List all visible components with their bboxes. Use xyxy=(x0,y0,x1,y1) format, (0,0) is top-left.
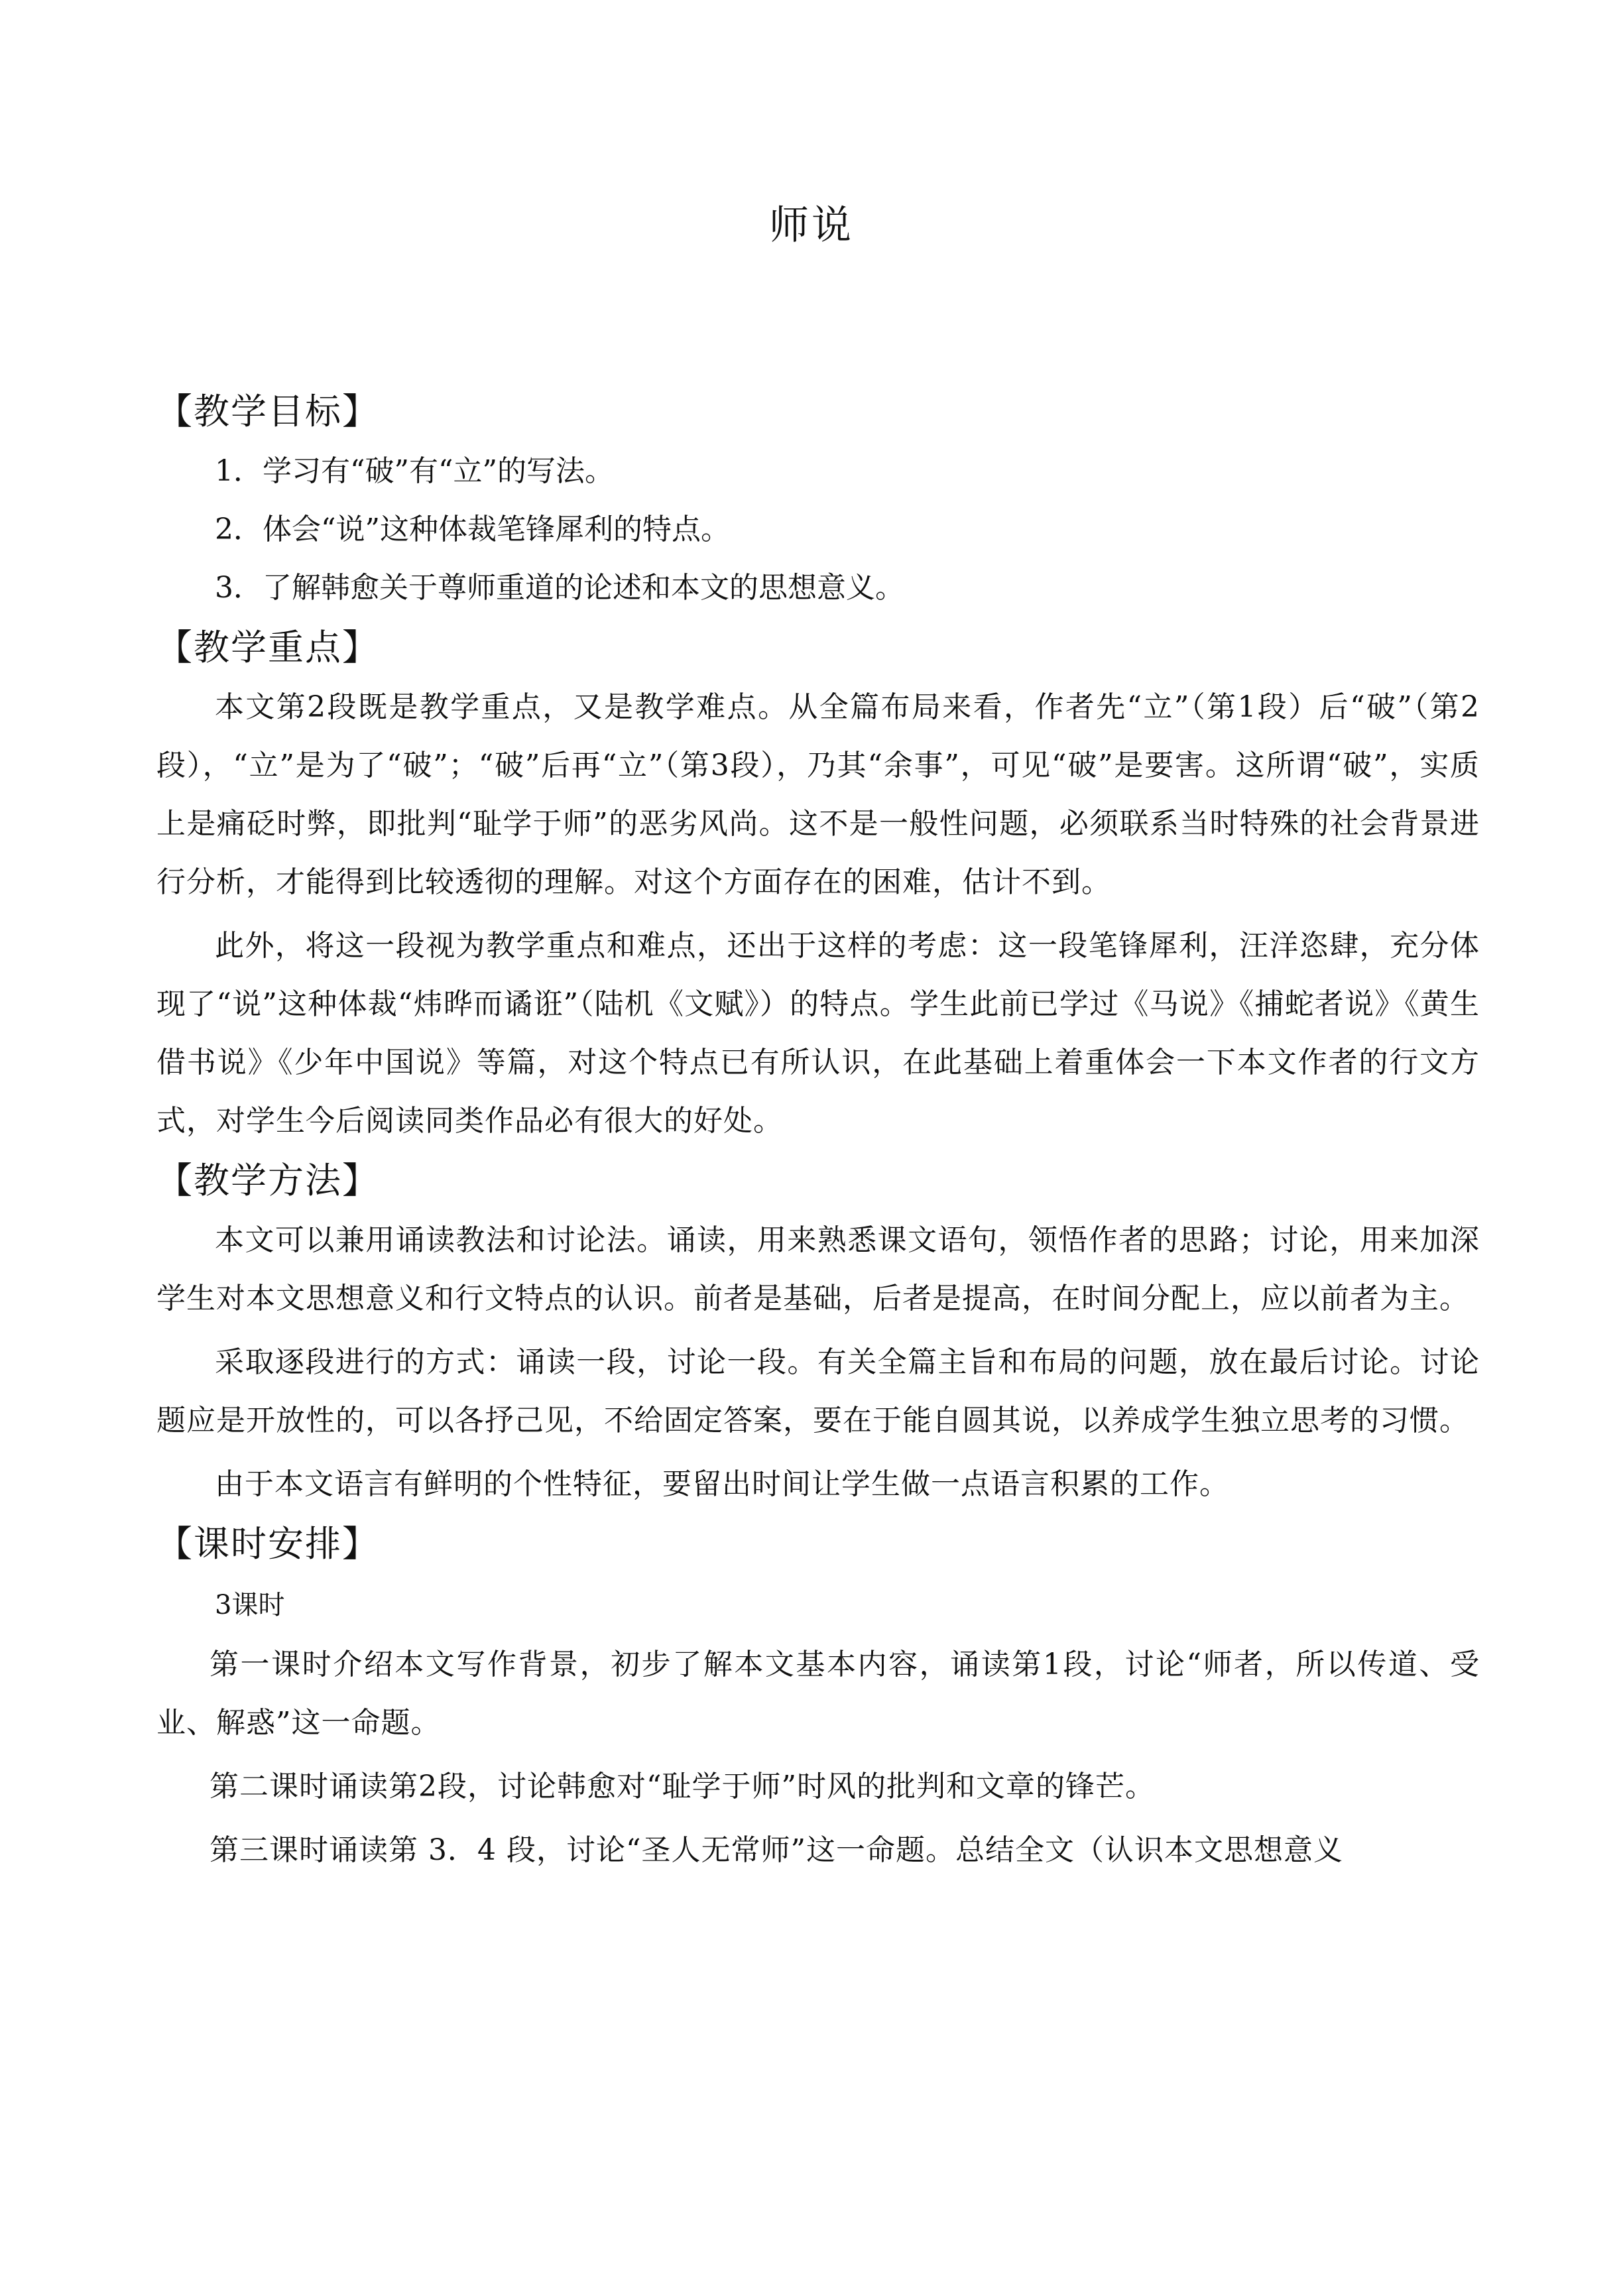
schedule-lesson: 第二课时诵读第2段，讨论韩愈对“耻学于师”时风的批判和文章的锋芒。 xyxy=(210,1770,1155,1803)
section-heading-schedule: 【课时安排】 xyxy=(156,1523,379,1565)
section-heading-methods: 【教学方法】 xyxy=(156,1160,379,1201)
schedule-lesson: 第一课时介绍本文写作背景，初步了解本文基本内容，诵读第1段，讨论“师者，所以传道、受业、解惑”这一命题。 xyxy=(156,1648,1480,1740)
schedule-lesson: 第三课时诵读第 3．4 段，讨论“圣人无常师”这一命题。总结全文（认识本文思想意义 xyxy=(210,1833,1343,1867)
methods-paragraph: 由于本文语言有鲜明的个性特征，要留出时间让学生做一点语言积累的工作。 xyxy=(215,1467,1229,1501)
section-objectives xyxy=(156,381,1480,617)
objective-item: 2．体会“说”这种体裁笔锋犀利的特点。 xyxy=(215,513,730,546)
section-heading-objectives: 【教学目标】 xyxy=(156,391,379,432)
methods-paragraph: 采取逐段进行的方式：诵读一段，讨论一段。有关全篇主旨和布局的问题，放在最后讨论。讨论题应是开放性的，可以各抒己见，不给固定答案，要在于能自圆其说，以养成学生独立思考的习惯。 xyxy=(156,1345,1480,1437)
objective-item: 3．了解韩愈关于尊师重道的论述和本文的思想意义。 xyxy=(215,571,904,605)
section-schedule xyxy=(156,1514,1480,1880)
document-title: 师说 xyxy=(769,202,854,249)
section-methods xyxy=(156,1150,1480,1514)
methods-paragraph: 本文可以兼用诵读教法和讨论法。诵读，用来熟悉课文语句，领悟作者的思路；讨论，用来加深学生对本文思想意义和行文特点的认识。前者是基础，后者是提高，在时间分配上，应以前者为主。 xyxy=(156,1223,1480,1315)
key-points-paragraph: 本文第2段既是教学重点，又是教学难点。从全篇布局来看，作者先“立”（第1段）后“破”（第2段），“立”是为了“破”；“破”后再“立”（第3段），乃其“余事”，可见“破”是要害。这所谓“破”，实质上是痛砭时弊，即批判“耻学于师”的恶劣风尚。这不是一般性问题，必须联系当时特殊的社会背景进行分析，才能得到比较透彻的理解。对这个方面存在的困难，估计不到。 xyxy=(156,690,1480,899)
section-key-points xyxy=(156,617,1480,1150)
key-points-paragraph: 此外，将这一段视为教学重点和难点，还出于这样的考虑：这一段笔锋犀利，汪洋恣肆，充分体现了“说”这种体裁“炜晔而谲诳”（陆机《文赋》）的特点。学生此前已学过《马说》《捕蛇者说》《黄生借书说》《少年中国说》等篇，对这个特点已有所认识，在此基础上着重体会一下本文作者的行文方式，对学生今后阅读同类作品必有很大的好处。 xyxy=(156,929,1480,1138)
schedule-hours: 3课时 xyxy=(215,1590,285,1620)
objective-item: 1．学习有“破”有“立”的写法。 xyxy=(215,454,614,488)
section-heading-key-points: 【教学重点】 xyxy=(156,627,379,668)
document-body xyxy=(156,381,1480,1880)
